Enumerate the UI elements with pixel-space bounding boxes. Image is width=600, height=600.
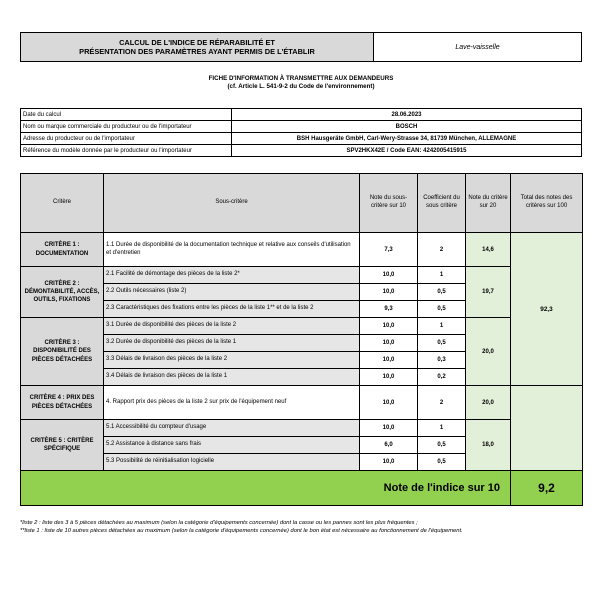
subtitle-line-1: FICHE D'INFORMATION À TRANSMETTRE AUX DEMANDEURS (208, 75, 394, 82)
subcriterion-coef: 0,2 (418, 369, 466, 386)
subcriterion-label: 2.1 Facilité de démontage des pièces de la liste 2* (104, 267, 360, 284)
subcriterion-coef: 1 (418, 420, 466, 437)
subcriterion-note: 7,3 (360, 233, 418, 267)
criterion-4-score: 20,0 (466, 386, 511, 420)
col-header-sous-critere: Sous-critère (104, 174, 360, 233)
info-row (21, 121, 582, 133)
subcriterion-note: 10,0 (360, 318, 418, 335)
info-row (21, 145, 582, 157)
col-header-note-critere: Note du critère sur 20 (466, 174, 511, 233)
document-header (20, 32, 582, 62)
subcriterion-label: 2.2 Outils nécessaires (liste 2) (104, 284, 360, 301)
table-row (21, 318, 583, 335)
footnote-list-2: *liste 2 : liste des 3 à 5 pièces détachées au maximum (selon la catégorie d'équipements concernée) dont la casse ou les pannes sont les plus fréquentes ; (20, 520, 418, 526)
col-header-coef: Coefficient du sous critère (418, 174, 466, 233)
document-subtitle (20, 75, 582, 92)
footnotes (20, 519, 582, 536)
table-row (21, 420, 583, 437)
criterion-3-name: CRITÈRE 3 : DISPONIBILITÉ DES PIÈCES DÉTACHÉES (21, 318, 104, 386)
subcriterion-label: 1.1 Durée de disponibilité de la documentation technique et relative aux conseils d'utilisation et d'entretien (104, 233, 360, 267)
subcriterion-label: 5.3 Possibilité de réinitialisation logicielle (104, 454, 360, 471)
col-header-critere: Critère (21, 174, 104, 233)
subcriterion-label: 3.2 Durée de disponibilité des pièces de la liste 1 (104, 335, 360, 352)
info-table (20, 108, 582, 157)
subcriterion-label: 3.4 Délais de livraison des pièces de la liste 1 (104, 369, 360, 386)
info-label: Adresse du producteur ou de l'importateur (21, 133, 232, 145)
criterion-2-name: CRITÈRE 2 : DÉMONTABILITÉ, ACCÈS, OUTILS, FIXATIONS (21, 267, 104, 318)
subcriterion-coef: 2 (418, 233, 466, 267)
info-value: SPV2HKX42E / Code EAN: 4242005415915 (232, 145, 582, 157)
subcriterion-note: 6,0 (360, 437, 418, 454)
subcriterion-note: 10,0 (360, 267, 418, 284)
criterion-5-score: 18,0 (466, 420, 511, 471)
criterion-4-name: CRITÈRE 4 : PRIX DES PIÈCES DÉTACHÉES (21, 386, 104, 420)
subcriterion-note: 10,0 (360, 454, 418, 471)
criterion-5-name: CRITÈRE 5 : CRITÈRE SPÉCIFIQUE (21, 420, 104, 471)
col-header-total: Total des notes des critères sur 100 (511, 174, 583, 233)
info-label: Nom ou marque commerciale du producteur ou de l'importateur (21, 121, 232, 133)
subcriterion-coef: 1 (418, 267, 466, 284)
subcriterion-note: 10,0 (360, 369, 418, 386)
criterion-1-name: CRITÈRE 1 : DOCUMENTATION (21, 233, 104, 267)
subcriterion-coef: 0,5 (418, 437, 466, 454)
subcriterion-coef: 0,3 (418, 352, 466, 369)
subcriterion-note: 10,0 (360, 386, 418, 420)
table-row (21, 386, 583, 420)
title-line-2: PRÉSENTATION DES PARAMÈTRES AYANT PERMIS DE L'ÉTABLIR (79, 47, 315, 56)
subcriterion-coef: 0,5 (418, 454, 466, 471)
footnote-list-1: **liste 1 : liste de 10 autres pièces détachées au maximum (selon la catégorie d'équipements concernée) dont le bon état est nécessaire au fonctionnement de l'équipement. (20, 528, 463, 535)
total-score-extension (511, 386, 583, 471)
subcriterion-label: 4. Rapport prix des pièces de la liste 2 sur prix de l'équipement neuf (104, 386, 360, 420)
subcriterion-label: 2.3 Caractéristiques des fixations entre les pièces de la liste 1** et de la liste 2 (104, 301, 360, 318)
document-title (21, 33, 374, 61)
final-score-label: Note de l'indice sur 10 (21, 471, 511, 506)
subcriterion-note: 10,0 (360, 335, 418, 352)
info-value: 28.06.2023 (232, 109, 582, 121)
criterion-1-score: 14,6 (466, 233, 511, 267)
subcriterion-coef: 0,5 (418, 284, 466, 301)
table-header-row (21, 174, 583, 233)
info-label: Date du calcul (21, 109, 232, 121)
subcriterion-coef: 2 (418, 386, 466, 420)
subcriterion-coef: 1 (418, 318, 466, 335)
subcriterion-note: 10,0 (360, 352, 418, 369)
criterion-3-score: 20,0 (466, 318, 511, 386)
info-label: Référence du modèle donnée par le producteur ou l'importateur (21, 145, 232, 157)
subcriterion-label: 5.2 Assistance à distance sans frais (104, 437, 360, 454)
criterion-2-score: 19,7 (466, 267, 511, 318)
info-row (21, 109, 582, 121)
subcriterion-label: 3.3 Délais de livraison des pièces de la liste 2 (104, 352, 360, 369)
subcriterion-note: 10,0 (360, 284, 418, 301)
table-row (21, 233, 583, 267)
table-row (21, 267, 583, 284)
subcriterion-label: 3.1 Durée de disponibilité des pièces de la liste 2 (104, 318, 360, 335)
info-value: BSH Hausgeräte GmbH, Carl-Wery-Strasse 34, 81739 München, ALLEMAGNE (232, 133, 582, 145)
total-score: 92,3 (511, 233, 583, 386)
subcriterion-coef: 0,5 (418, 301, 466, 318)
product-category: Lave-vaisselle (455, 43, 500, 51)
info-row (21, 133, 582, 145)
final-score-row (21, 471, 583, 506)
subcriterion-label: 5.1 Accessibilité du compteur d'usage (104, 420, 360, 437)
final-score-value: 9,2 (511, 471, 583, 506)
score-table (20, 173, 583, 506)
info-value: BOSCH (232, 121, 582, 133)
col-header-note-sous: Note du sous-critère sur 10 (360, 174, 418, 233)
subcriterion-note: 10,0 (360, 420, 418, 437)
title-line-1: CALCUL DE L'INDICE DE RÉPARABILITÉ ET (119, 37, 275, 47)
subcriterion-coef: 0,5 (418, 335, 466, 352)
subtitle-line-2: (cf. Article L. 541-9-2 du Code de l'environnement) (227, 83, 375, 91)
subcriterion-note: 9,3 (360, 301, 418, 318)
